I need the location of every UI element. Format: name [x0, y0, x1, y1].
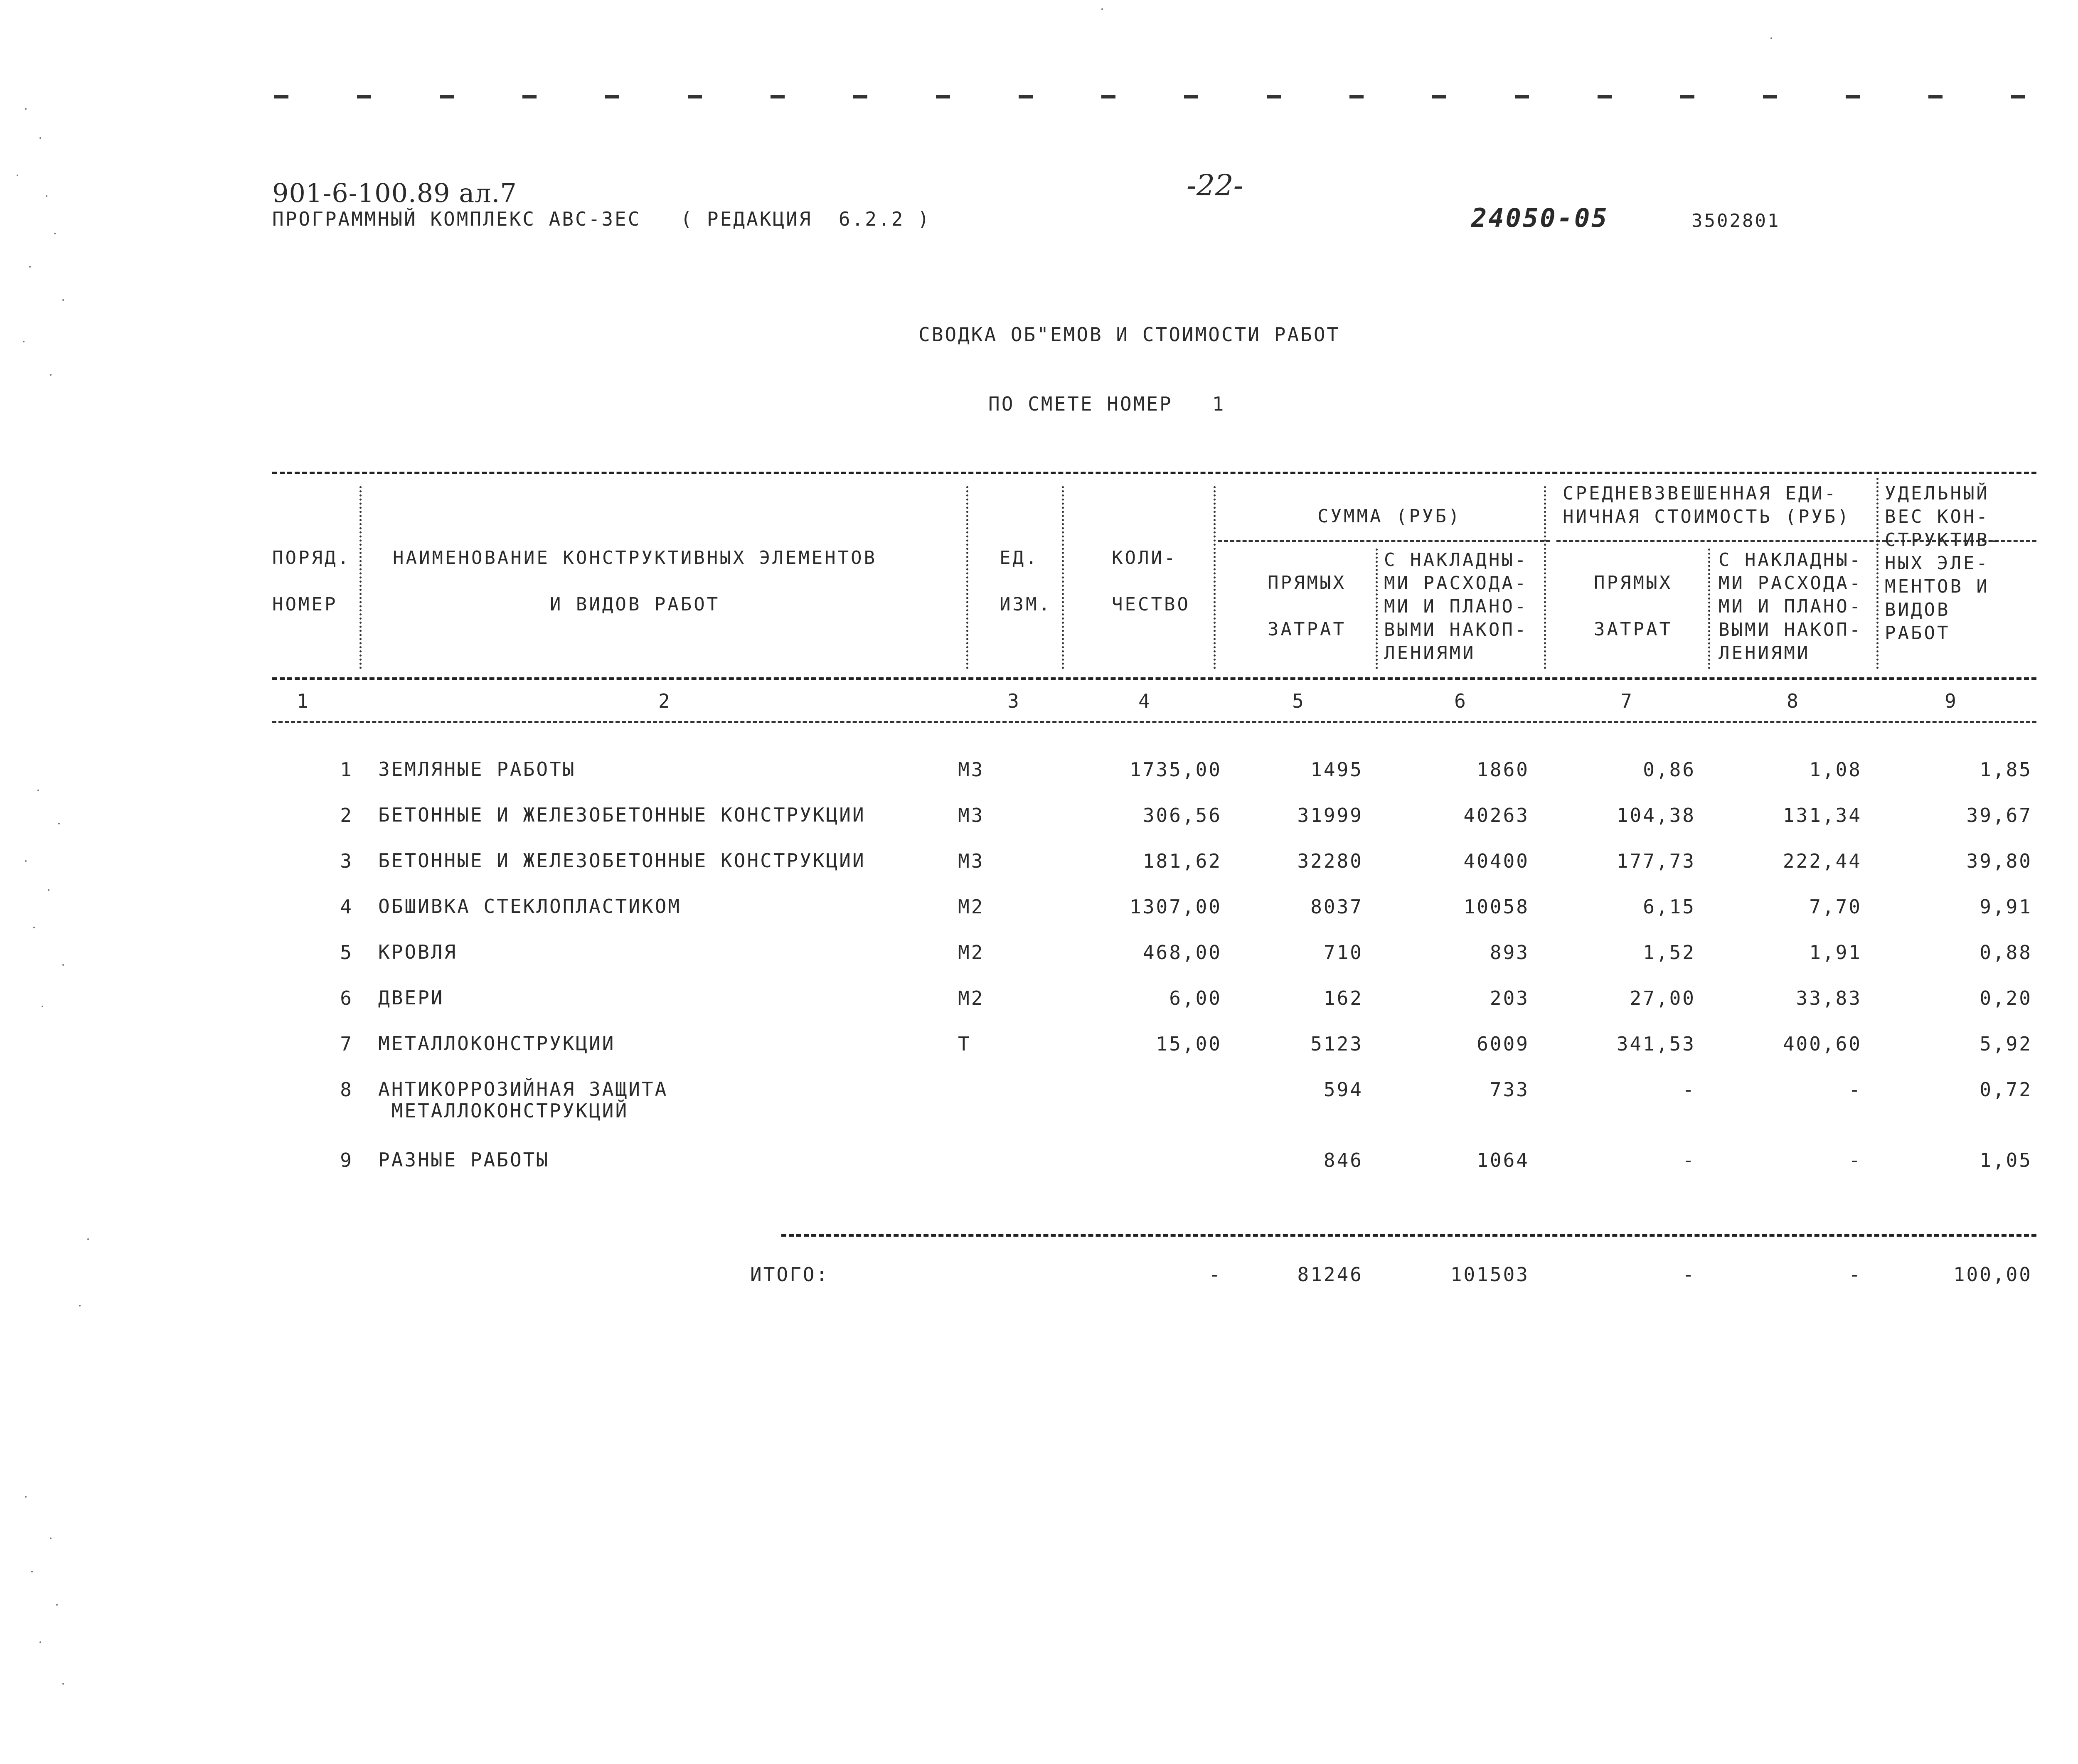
header-avg-direct: ПРЯМЫХ ЗАТРАТ [1594, 572, 1672, 640]
row-avg-overhead: 1,08 [1809, 758, 1862, 781]
row-overhead: 733 [1490, 1078, 1529, 1101]
row-number: 8 [340, 1078, 353, 1101]
header-unit: ЕД. ИЗМ. [1000, 547, 1052, 615]
total-direct: 81246 [1297, 1263, 1363, 1286]
header-avg-group: СРЕДНЕВЗВЕШЕННАЯ ЕДИ- НИЧНАЯ СТОИМОСТЬ (РУБ) [1563, 483, 1851, 527]
separator [1876, 478, 1879, 669]
document-number: 3502801 [1691, 210, 1780, 231]
document-code: 24050-05 [1471, 203, 1609, 233]
row-avg-overhead: 222,44 [1783, 850, 1862, 872]
dash-mark [605, 95, 619, 98]
separator [1376, 549, 1378, 669]
row-avg-direct: 104,38 [1616, 804, 1696, 827]
col-number: 1 [297, 690, 310, 712]
row-number: 6 [340, 987, 353, 1009]
col-number: 8 [1787, 690, 1800, 712]
row-direct: 162 [1323, 987, 1363, 1009]
row-avg-direct: 1,52 [1643, 941, 1696, 964]
row-quantity: 6,00 [1169, 987, 1222, 1009]
speck [25, 1496, 27, 1498]
speck [37, 790, 39, 791]
row-share: 0,88 [1980, 941, 2032, 964]
row-avg-direct: - [1682, 1078, 1696, 1101]
col-number: 7 [1620, 690, 1634, 712]
dash-mark [357, 95, 371, 98]
row-element-name: ДВЕРИ [378, 987, 444, 1009]
row-element-name: РАЗНЫЕ РАБОТЫ [378, 1149, 550, 1171]
dash-mark [1763, 95, 1777, 98]
row-avg-overhead: 33,83 [1796, 987, 1862, 1009]
speck [58, 823, 60, 824]
row-quantity: 306,56 [1142, 804, 1222, 827]
dash-mark [1349, 95, 1364, 98]
speck [1770, 37, 1772, 39]
row-avg-overhead: - [1849, 1078, 1862, 1101]
speck [46, 195, 47, 197]
row-unit: М2 [958, 987, 985, 1009]
header-sum-group: СУММА (РУБ) [1317, 506, 1462, 527]
dash-mark [1928, 95, 1943, 98]
speck [62, 299, 64, 301]
row-quantity: 15,00 [1156, 1033, 1222, 1055]
row-element-name: КРОВЛЯ [378, 941, 458, 963]
separator [1708, 549, 1710, 669]
row-quantity: 1307,00 [1130, 896, 1222, 918]
row-direct: 32280 [1297, 850, 1363, 872]
dash-mark [1101, 95, 1115, 98]
speck [42, 1006, 43, 1007]
header-direct-costs: ПРЯМЫХ ЗАТРАТ [1268, 572, 1346, 640]
row-overhead: 6009 [1477, 1033, 1529, 1055]
row-share: 9,91 [1980, 896, 2032, 918]
column-number-rule [272, 721, 2036, 723]
row-element-name: БЕТОННЫЕ И ЖЕЛЕЗОБЕТОННЫЕ КОНСТРУКЦИИ [378, 804, 866, 826]
speck [29, 266, 31, 268]
row-share: 39,80 [1966, 850, 2032, 872]
row-number: 7 [340, 1033, 353, 1055]
dash-mark [853, 95, 867, 98]
dash-mark [771, 95, 785, 98]
top-dash-line [274, 95, 2045, 103]
speck [1101, 8, 1103, 10]
row-avg-overhead: 1,91 [1809, 941, 1862, 964]
row-overhead: 893 [1490, 941, 1529, 964]
header-quantity: КОЛИ- ЧЕСТВО [1112, 547, 1190, 615]
separator [1062, 486, 1064, 669]
row-number: 4 [340, 896, 353, 918]
speck [39, 1641, 41, 1643]
row-direct: 846 [1323, 1149, 1363, 1171]
row-share: 0,20 [1980, 987, 2032, 1009]
header-bottom-rule [272, 677, 2036, 680]
dash-mark [522, 95, 537, 98]
dash-mark [274, 95, 288, 98]
dash-mark [1184, 95, 1198, 98]
total-overhead: 101503 [1450, 1263, 1529, 1286]
dash-mark [1680, 95, 1694, 98]
row-number: 2 [340, 804, 353, 827]
page-mark: -22- [1187, 168, 1243, 202]
row-unit: М3 [958, 804, 985, 827]
row-avg-overhead: 131,34 [1783, 804, 1862, 827]
row-quantity: 1735,00 [1130, 758, 1222, 781]
row-avg-direct: 177,73 [1616, 850, 1696, 872]
table-top-rule [272, 472, 2036, 474]
row-number: 9 [340, 1149, 353, 1171]
row-number: 5 [340, 941, 353, 964]
row-overhead: 40400 [1463, 850, 1529, 872]
row-direct: 594 [1323, 1078, 1363, 1101]
row-element-name: ОБШИВКА СТЕКЛОПЛАСТИКОМ [378, 895, 681, 918]
total-rule [781, 1234, 2036, 1237]
row-avg-direct: 0,86 [1643, 758, 1696, 781]
speck [48, 889, 49, 891]
separator [1214, 486, 1216, 669]
row-overhead: 10058 [1463, 896, 1529, 918]
dash-mark [936, 95, 950, 98]
row-quantity: 181,62 [1142, 850, 1222, 872]
row-element-name: ЗЕМЛЯНЫЕ РАБОТЫ [378, 758, 576, 780]
speck [56, 1604, 58, 1606]
row-number: 3 [340, 850, 353, 872]
row-overhead: 40263 [1463, 804, 1529, 827]
separator [359, 486, 362, 669]
row-unit: М3 [958, 758, 985, 781]
row-share: 1,05 [1980, 1149, 2032, 1171]
sum-group-rule [1218, 540, 1550, 542]
row-overhead: 1860 [1477, 758, 1529, 781]
col-number: 9 [1945, 690, 1958, 712]
speck [23, 341, 25, 342]
row-element-name: МЕТАЛЛОКОНСТРУКЦИИ [378, 1032, 616, 1055]
row-overhead: 203 [1490, 987, 1529, 1009]
header-element-name: НАИМЕНОВАНИЕ КОНСТРУКТИВНЫХ ЭЛЕМЕНТОВ И ВИДОВ РАБОТ [393, 547, 877, 615]
page-subtitle: ПО СМЕТЕ НОМЕР 1 [988, 393, 1226, 415]
row-overhead: 1064 [1477, 1149, 1529, 1171]
row-unit: М2 [958, 896, 985, 918]
row-avg-direct: 27,00 [1630, 987, 1696, 1009]
header-avg-overhead: С НАКЛАДНЫ- МИ РАСХОДА- МИ И ПЛАНО- ВЫМИ НАКОП- ЛЕНИЯМИ [1719, 549, 1863, 664]
total-label: ИТОГО: [750, 1263, 830, 1286]
total-share: 100,00 [1953, 1263, 2032, 1286]
document-reference: 901-6-100.89 ал.7 [272, 178, 517, 208]
row-direct: 31999 [1297, 804, 1363, 827]
row-unit: М2 [958, 941, 985, 964]
col-number: 3 [1007, 690, 1021, 712]
separator [1544, 486, 1546, 669]
row-unit: М3 [958, 850, 985, 872]
speck [87, 1238, 89, 1240]
speck [39, 137, 41, 139]
total-avg-overhead: - [1849, 1263, 1862, 1286]
dash-mark [2011, 95, 2025, 98]
header-share: УДЕЛЬНЫЙ ВЕС КОН- СТРУКТИВ- НЫХ ЭЛЕ- МЕНТОВ И ВИДОВ РАБОТ [1885, 483, 2003, 644]
row-share: 5,92 [1980, 1033, 2032, 1055]
row-avg-overhead: 400,60 [1783, 1033, 1862, 1055]
total-quantity: - [1209, 1263, 1222, 1286]
row-avg-direct: 6,15 [1643, 896, 1696, 918]
total-avg-direct: - [1682, 1263, 1696, 1286]
speck [25, 860, 27, 862]
row-avg-direct: 341,53 [1616, 1033, 1696, 1055]
row-element-name: АНТИКОРРОЗИЙНАЯ ЗАЩИТА МЕТАЛЛОКОНСТРУКЦИЙ [378, 1078, 668, 1122]
row-avg-overhead: 7,70 [1809, 896, 1862, 918]
speck [31, 1571, 33, 1572]
row-element-name: БЕТОННЫЕ И ЖЕЛЕЗОБЕТОННЫЕ КОНСТРУКЦИИ [378, 849, 866, 872]
header-order-number: ПОРЯД. НОМЕР [272, 547, 351, 615]
speck [50, 374, 52, 376]
speck [79, 1305, 81, 1306]
dash-mark [1598, 95, 1612, 98]
row-share: 0,72 [1980, 1078, 2032, 1101]
row-unit: Т [958, 1033, 971, 1055]
separator [966, 486, 968, 669]
row-direct: 1495 [1310, 758, 1363, 781]
dash-mark [688, 95, 702, 98]
row-avg-overhead: - [1849, 1149, 1862, 1171]
row-direct: 5123 [1310, 1033, 1363, 1055]
speck [62, 964, 64, 966]
page-title: СВОДКА ОБ"ЕМОВ И СТОИМОСТИ РАБОТ [918, 323, 1340, 346]
speck [33, 927, 35, 928]
dash-mark [1432, 95, 1446, 98]
dash-mark [440, 95, 454, 98]
row-avg-direct: - [1682, 1149, 1696, 1171]
row-quantity: 468,00 [1142, 941, 1222, 964]
row-direct: 8037 [1310, 896, 1363, 918]
col-number: 6 [1454, 690, 1467, 712]
row-number: 1 [340, 758, 353, 781]
row-share: 39,67 [1966, 804, 2032, 827]
speck [54, 233, 56, 234]
dash-mark [1267, 95, 1281, 98]
dash-mark [1515, 95, 1529, 98]
col-number: 5 [1292, 690, 1305, 712]
row-share: 1,85 [1980, 758, 2032, 781]
row-direct: 710 [1323, 941, 1363, 964]
speck [25, 108, 27, 110]
dash-mark [1846, 95, 1860, 98]
speck [62, 1683, 64, 1685]
dash-mark [1019, 95, 1033, 98]
program-line: ПРОГРАММНЫЙ КОМПЛЕКС АВС-3ЕС ( РЕДАКЦИЯ 6.2.2 ) [272, 208, 931, 230]
speck [17, 175, 18, 176]
col-number: 4 [1138, 690, 1152, 712]
speck [50, 1538, 52, 1539]
col-number: 2 [658, 690, 672, 712]
header-overhead-costs: С НАКЛАДНЫ- МИ РАСХОДА- МИ И ПЛАНО- ВЫМИ НАКОП- ЛЕНИЯМИ [1384, 549, 1528, 664]
